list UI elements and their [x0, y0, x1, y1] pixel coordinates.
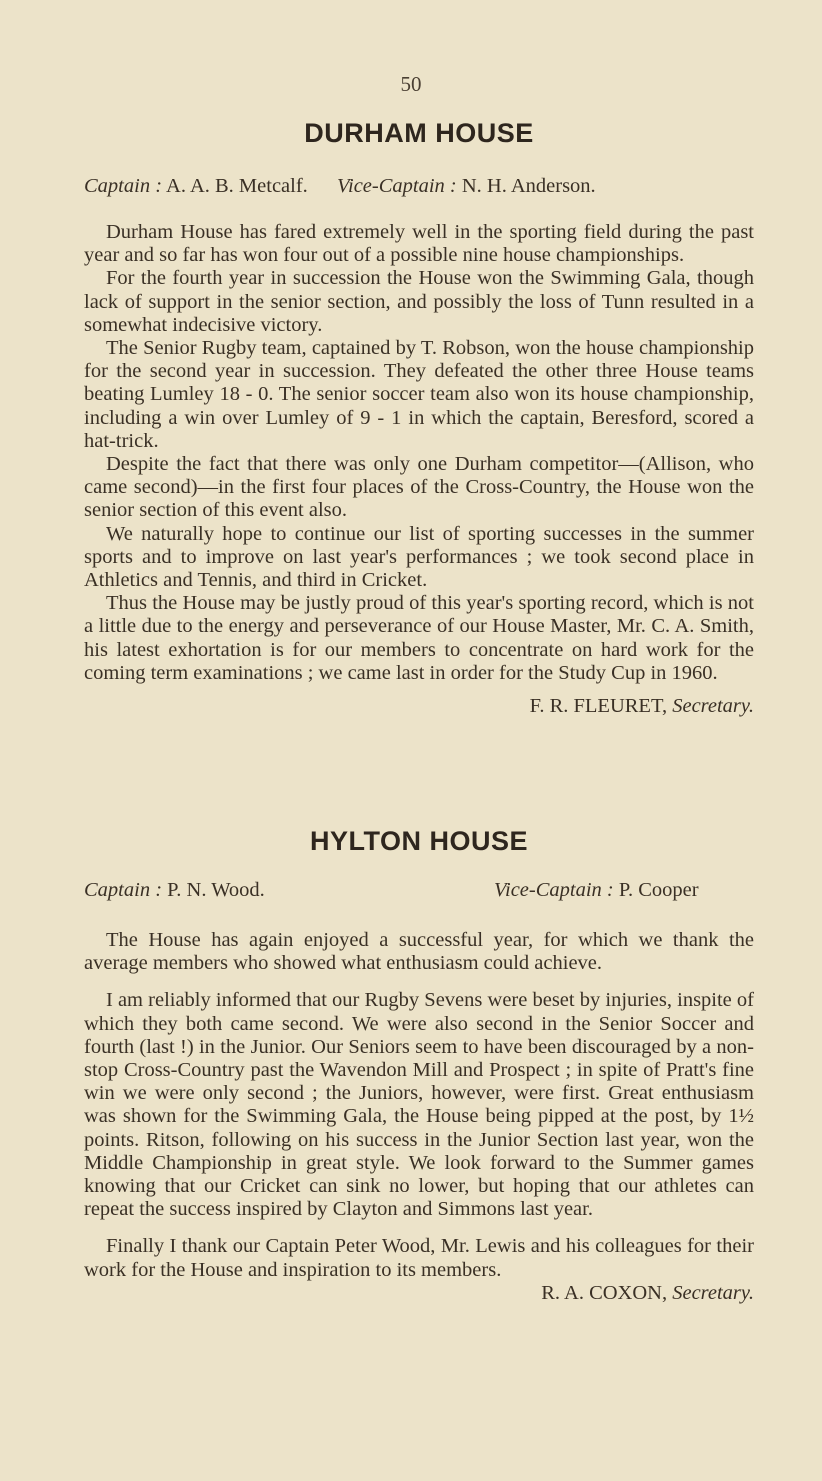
signature-name: F. R. FLEURET, [529, 695, 668, 718]
paragraph: For the fourth year in succession the House won the Swimming Gala, though lack of support in the senior section, and possibly the loss of Tunn resulted in a somewhat indecisive victory. [84, 267, 754, 336]
paragraph: Thus the House may be justly proud of this year's sporting record, which is not a little due to the energy and perseverance of our House Master, Mr. C. A. Smith, his latest exhortation is for our members to concentrate on hard work for the coming term examinations ; we came last in order for the Study Cup in 1960. [84, 592, 754, 684]
signature [84, 695, 754, 718]
captain-name: P. N. Wood. [167, 879, 265, 901]
body-text [84, 221, 754, 685]
page-number: 50 [400, 72, 422, 96]
durham-house-section [84, 118, 754, 718]
paragraph: Durham House has fared extremely well in the sporting field during the past year and so far has won four out of a possible nine house championships. [84, 221, 754, 267]
vice-captain [337, 175, 596, 198]
section-title: HYLTON HOUSE [309, 826, 529, 856]
paragraph: The House has again enjoyed a successful year, for which we thank the average members who showed what enthusiasm could achieve. [84, 929, 754, 975]
paragraph: We naturally hope to continue our list of sporting successes in the summer sports and to improve on last year's performances ; we took second place in Athletics and Tennis, and third in Cricket. [84, 522, 754, 592]
signature-role: Secretary. [672, 695, 754, 718]
signature-role: Secretary. [672, 1281, 754, 1304]
vice-captain-name: P. Cooper [618, 879, 699, 901]
captain-label: Captain : [84, 879, 163, 901]
officers-line [84, 879, 754, 909]
signature-name: R. A. COXON, [541, 1281, 668, 1304]
captain-name: A. A. B. Metcalf. [166, 175, 308, 197]
paragraph: I am reliably informed that our Rugby Sevens were beset by injuries, inspite of which they both came second. We were also second in the Senior Soccer and fourth (last !) in the Junior. Our Seniors seem to have been discouraged by a non-stop Cross-Country past the Wavendon Mill and Prospect ; in spite of Pratt's fine win we were only second ; the Juniors, however, were first. Great enthusiasm was shown for the Swimming Gala, the House being pipped at the post, by 1½ points. Ritson, following on his success in the Junior Section last year, won the Middle Championship in great style. We look forward to the Summer games knowing that our Cricket can sink no lower, but hoping that our athletes can repeat the success inspired by Clayton and Simmons last year. [84, 989, 754, 1221]
paragraph: Finally I thank our Captain Peter Wood, Mr. Lewis and his colleagues for their work for the House and inspiration to its members. [84, 1235, 754, 1281]
signature [84, 1282, 754, 1305]
hylton-house-section [84, 826, 754, 1305]
officers-line [84, 175, 754, 205]
paragraph: The Senior Rugby team, captained by T. Robson, won the house championship for the second year in succession. They defeated the other three House teams beating Lumley 18 - 0. The senior soccer team also won its house championship, including a win over Lumley of 9 - 1 in which the captain, Beresford, scored a hat-trick. [84, 337, 754, 452]
vice-captain-label: Vice-Captain : [337, 175, 457, 197]
vice-captain-label: Vice-Captain : [494, 879, 614, 901]
vice-captain-name: N. H. Anderson. [461, 175, 596, 197]
captain [84, 175, 308, 198]
vice-captain [494, 879, 699, 902]
body-text [84, 929, 754, 1282]
paragraph: Despite the fact that there was only one Durham competitor—(Allison, who came second)—in the first four places of the Cross-Country, the House won the senior section of this event also. [84, 453, 754, 522]
captain-label: Captain : [84, 175, 163, 197]
captain [84, 879, 265, 902]
section-title: DURHAM HOUSE [304, 118, 534, 148]
